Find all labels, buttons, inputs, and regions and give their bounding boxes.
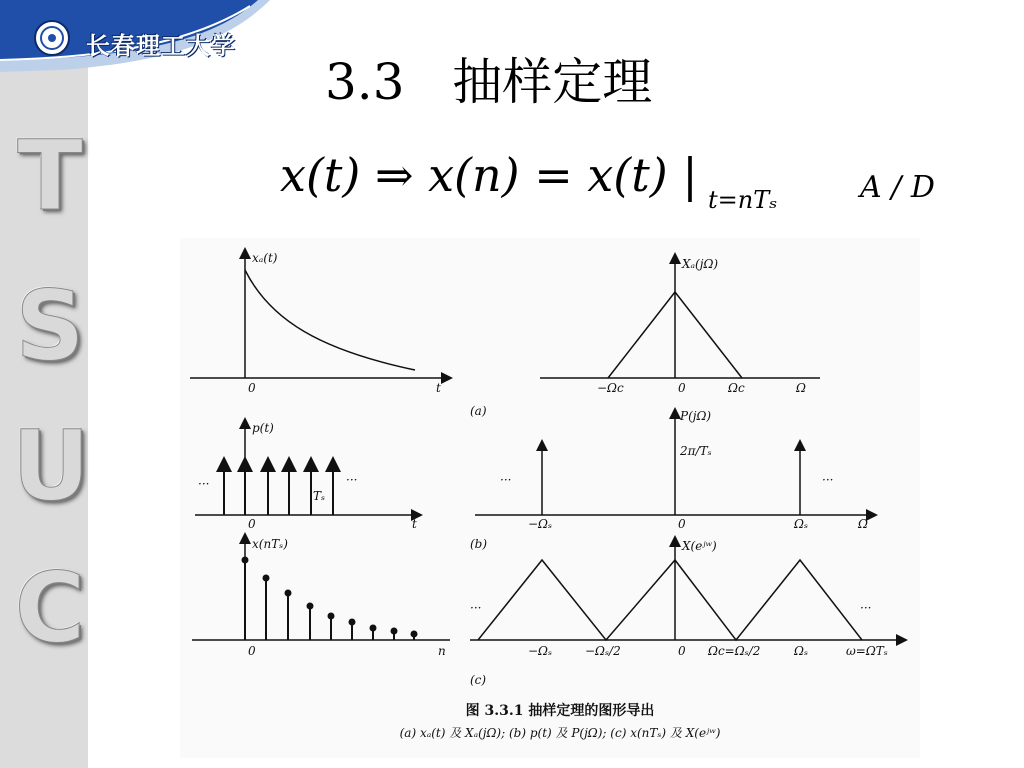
label-Xa-jw: Xₐ(jΩ) (682, 257, 719, 271)
label-sub-a: (a) (470, 404, 487, 418)
label-omega-b: Ω (858, 517, 868, 531)
label-t-a: t (436, 381, 441, 395)
label-neg-omega-c: −Ωc (597, 381, 624, 395)
slide-title: 3.3 抽样定理 (325, 53, 653, 111)
label-omega-s-b: Ωₛ (794, 517, 808, 531)
label-omega-c: Ωc (728, 381, 745, 395)
label-t-b: t (412, 517, 417, 531)
label-P-jw: P(jΩ) (680, 409, 712, 423)
label-xa-t: xₐ(t) (252, 251, 278, 265)
label-x-nTs: x(nTₛ) (252, 537, 288, 551)
label-zero-a-left: 0 (248, 381, 256, 395)
label-ellipsis-b2: ··· (346, 473, 358, 487)
label-ellipsis-b1: ··· (198, 477, 210, 491)
label-neg-omega-s-b: −Ωₛ (528, 517, 553, 531)
vertical-letter-c: C (14, 552, 86, 664)
sampled-stems (243, 558, 417, 641)
label-neg-omega-s-c: −Ωₛ (528, 644, 553, 658)
label-Ts: Tₛ (313, 489, 326, 503)
label-zero-b-right: 0 (678, 517, 686, 531)
label-n: n (438, 644, 446, 658)
label-omega-s-c: Ωₛ (794, 644, 808, 658)
label-sub-c: (c) (470, 673, 487, 687)
label-omega-eq: ω=ΩTₛ (846, 644, 888, 658)
label-2pi-Ts: 2π/Tₛ (680, 444, 712, 458)
impulse-train (224, 460, 333, 515)
label-ellipsis-b3: ··· (500, 473, 512, 487)
label-zero-c-left: 0 (248, 644, 256, 658)
vertical-letter-t: T (17, 120, 83, 232)
label-zero-b-left: 0 (248, 517, 256, 531)
sampling-formula: x(t) ⇒ x(n) = x(t) | (280, 148, 698, 202)
label-ellipsis-c1: ··· (470, 601, 482, 615)
label-neg-omega-s-half: −Ωₛ/2 (585, 644, 621, 658)
exp-decay-curve (245, 270, 415, 370)
ad-label: A / D (860, 170, 935, 205)
vertical-letter-s: S (15, 270, 85, 382)
figure-caption-sub: (a) xₐ(t) 及 Xₐ(jΩ); (b) p(t) 及 P(jΩ); (c) x(nTₛ) 及 X(eʲʷ) (399, 726, 721, 740)
university-name: 长春理工大学 (86, 32, 236, 60)
label-zero-a-right: 0 (678, 381, 686, 395)
label-sub-b: (b) (470, 537, 488, 551)
label-omega-c-eq: Ωc=Ωₛ/2 (708, 644, 761, 658)
label-ellipsis-b4: ··· (822, 473, 834, 487)
periodic-spectrum (478, 560, 862, 640)
label-p-t: p(t) (252, 421, 274, 435)
vertical-letter-u: U (12, 410, 90, 522)
label-omega-a: Ω (796, 381, 806, 395)
formula-subscript: t=nTₛ (708, 186, 778, 214)
figure-caption-title: 图 3.3.1 抽样定理的图形导出 (465, 703, 655, 719)
label-zero-c-right: 0 (678, 644, 686, 658)
label-X-ejw: X(eʲʷ) (682, 539, 717, 553)
label-ellipsis-c2: ··· (860, 601, 872, 615)
